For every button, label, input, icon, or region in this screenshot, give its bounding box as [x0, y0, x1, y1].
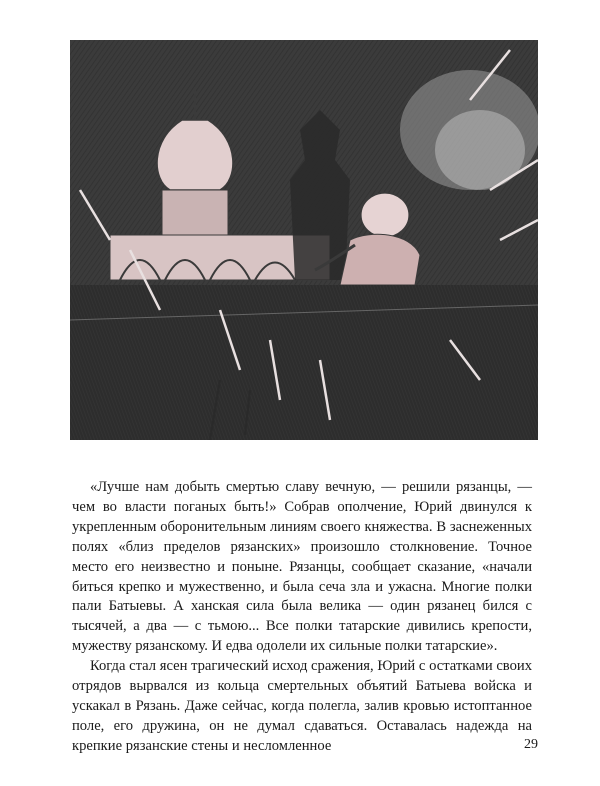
paragraph: Когда стал ясен трагический исход сражения, Юрий с остатками своих отрядов вырвался из кольца смертельных объятий Батыева войска и ускакал в Рязань. Даже сейчас, когда полегла, залив кровью истоптанное поле, его дружина, он не думал сдаваться. Оставалась надежда на крепкие рязанские стены и несломленное: [72, 658, 532, 754]
page-number: 29: [524, 737, 538, 752]
body-text: [72, 478, 532, 757]
battle-illustration: [70, 40, 538, 440]
paragraph: «Лучше нам добыть смертью славу вечную, — решили рязанцы, — чем во власти поганых быть!» Собрав ополчение, Юрий двинулся к укрепленным оборонительным линиям своего княжества. В заснеженных полях «близ пределов рязанских» произошло столкновение. Точное место его неизвестно и поныне. Рязанцы, сообщает сказание, «начали биться крепко и мужественно, и была сеча зла и ужасна. Многие полки пали Батыевы. А ханская сила была велика — один рязанец бился с тысячей, а два — с тьмою... Все полки татарские дивились крепости, мужеству рязанскому. И едва одолели их сильные полки татарские».: [72, 479, 532, 655]
